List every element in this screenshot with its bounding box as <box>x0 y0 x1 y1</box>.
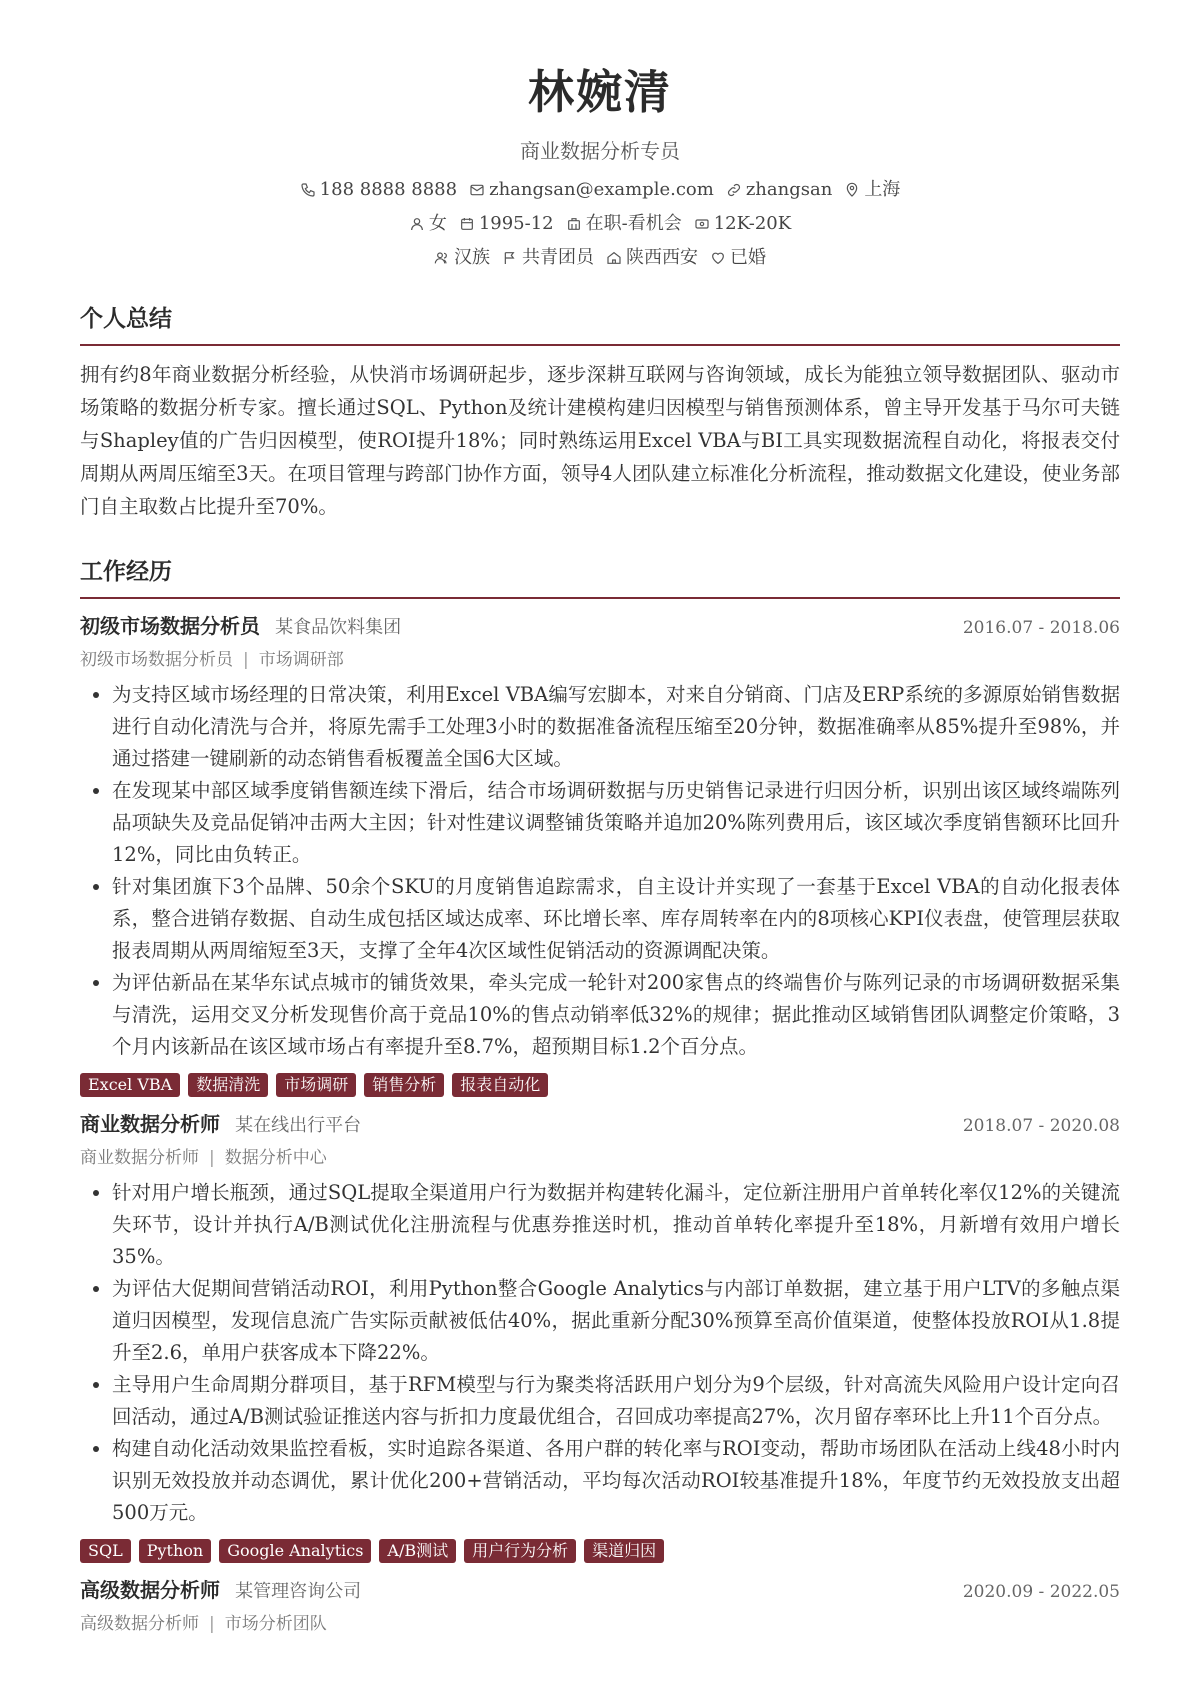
resume-content <box>0 304 1200 1639</box>
handle-info[interactable] <box>726 178 832 202</box>
skill-tag: 数据清洗 <box>188 1073 268 1097</box>
skill-tags <box>80 1073 1120 1097</box>
wallet-icon <box>694 216 710 232</box>
experience-heading: 工作经历 <box>80 557 1120 599</box>
job-bullet: • 主导用户生命周期分群项目，基于RFM模型与行为聚类将活跃用户划分为9个层级，针对高流失风险用户设计定向召回活动，通过A/B测试验证推送内容与折扣力度最优组合，召回成功率提高27%，次月留存率环比上升11个百分点。 <box>112 1369 1120 1433</box>
job-bullet: • 构建自动化活动效果监控看板，实时追踪各渠道、各用户群的转化率与ROI变动，帮助市场团队在活动上线48小时内识别无效投放并动态调优，累计优化200+营销活动，平均每次活动ROI较基准提升18%，年度节约无效投放支出超500万元。 <box>112 1433 1120 1529</box>
marital-info <box>710 246 766 270</box>
user-icon <box>409 216 425 232</box>
job-dept: 市场调研部 <box>258 650 344 670</box>
marital-text: 已婚 <box>730 247 766 268</box>
job-company: 某管理咨询公司 <box>235 1581 362 1602</box>
mail-icon <box>469 182 485 198</box>
job-sub-separator: | <box>243 650 249 670</box>
heart-icon <box>710 250 726 266</box>
job-company: 某在线出行平台 <box>235 1115 362 1136</box>
experience-section <box>80 557 1120 1639</box>
status-info <box>566 212 682 236</box>
job-bullet: • 为评估新品在某华东试点城市的铺货效果，牵头完成一轮针对200家售点的终端售价与陈列记录的市场调研数据采集与清洗，运用交叉分析发现售价高于竞品10%的售点动销率低32%的规律；据此推动区域销售团队调整定价策略，3个月内该新品在该区域市场占有率提升至8.7%，超预期目标1.2个百分点。 <box>112 967 1120 1063</box>
job-entry <box>80 1109 1120 1563</box>
flag-icon <box>502 250 518 266</box>
skill-tag: SQL <box>80 1539 131 1563</box>
summary-text: 拥有约8年商业数据分析经验，从快消市场调研起步，逐步深耕互联网与咨询领域，成长为能独立领导数据团队、驱动市场策略的数据分析专家。擅长通过SQL、Python及统计建模构建归因模型与销售预测体系，曾主导开发基于马尔可夫链与Shapley值的广告归因模型，使ROI提升18%；同时熟练运用Excel VBA与BI工具实现数据流程自动化，将报表交付周期从两周压缩至3天。在项目管理与跨部门协作方面，领导4人团队建立标准化分析流程，推动数据文化建设，使业务部门自主取数占比提升至70%。 <box>80 363 1120 518</box>
job-header <box>80 1109 1120 1141</box>
skill-tag: 市场调研 <box>276 1073 356 1097</box>
city-info <box>844 178 900 202</box>
job-date: 2016.07 - 2018.06 <box>962 618 1120 638</box>
job-sub-separator: | <box>209 1614 215 1634</box>
skill-tag: Excel VBA <box>80 1073 180 1097</box>
job-title-group <box>80 1109 361 1141</box>
city-text: 上海 <box>864 179 901 200</box>
job-dept: 市场分析团队 <box>224 1614 327 1634</box>
birth-info <box>459 212 554 236</box>
link-icon <box>726 182 742 198</box>
job-bullet: • 为评估大促期间营销活动ROI，利用Python整合Google Analytics与内部订单数据，建立基于用户LTV的多触点渠道归因模型，发现信息流广告实际贡献被低估40%，据此重新分配30%预算至高价值渠道，使整体投放ROI从1.8提升至2.6，单用户获客成本下降22%。 <box>112 1273 1120 1369</box>
people-icon <box>434 250 450 266</box>
calendar-icon <box>459 216 475 232</box>
skill-tag: A/B测试 <box>379 1539 456 1563</box>
job-role: 商业数据分析师 <box>80 1148 199 1168</box>
job-bullet: • 针对用户增长瓶颈，通过SQL提取全渠道用户行为数据并构建转化漏斗，定位新注册用户首单转化率仅12%的关键流失环节，设计并执行A/B测试优化注册流程与优惠券推送时机，推动首单转化率提升至18%，月新增有效用户增长35%。 <box>112 1177 1120 1273</box>
job-role: 初级市场数据分析员 <box>80 650 233 670</box>
handle-text: zhangsan <box>745 179 833 200</box>
contact-row <box>0 178 1200 202</box>
gender-text: 女 <box>428 213 447 234</box>
personal-row <box>0 246 1200 270</box>
candidate-name: 林婉清 <box>528 65 672 119</box>
job-bullet: • 针对集团旗下3个品牌、50余个SKU的月度销售追踪需求，自主设计并实现了一套基于Excel VBA的自动化报表体系，整合进销存数据、自动生成包括区域达成率、环比增长率、库存周转率在内的8项核心KPI仪表盘，使管理层获取报表周期从两周缩短至3天，支撑了全年4次区域性促销活动的资源调配决策。 <box>112 871 1120 967</box>
job-header <box>80 611 1120 643</box>
job-title: 高级数据分析师 <box>80 1578 220 1602</box>
job-subtitle <box>80 1609 1120 1639</box>
job-bullets <box>80 679 1120 1063</box>
job-title-group <box>80 611 401 643</box>
job-header <box>80 1575 1120 1607</box>
skill-tag: Python <box>139 1539 211 1563</box>
job-date: 2020.09 - 2022.05 <box>962 1582 1120 1602</box>
job-company: 某食品饮料集团 <box>275 617 402 638</box>
hometown-text: 陕西西安 <box>626 247 698 268</box>
summary-heading: 个人总结 <box>80 304 1120 346</box>
phone-text: 188 8888 8888 <box>319 179 458 200</box>
phone-icon <box>300 182 316 198</box>
job-title-group <box>80 1575 361 1607</box>
job-target: 商业数据分析专员 <box>520 139 680 163</box>
skill-tags <box>80 1539 1120 1563</box>
profile-row <box>0 212 1200 236</box>
job-title: 商业数据分析师 <box>80 1112 220 1136</box>
job-sub-separator: | <box>209 1148 215 1168</box>
phone-info[interactable] <box>300 178 457 202</box>
gender-info <box>409 212 447 236</box>
home-icon <box>606 250 622 266</box>
political-text: 共青团员 <box>522 247 594 268</box>
job-role: 高级数据分析师 <box>80 1614 199 1634</box>
skill-tag: 销售分析 <box>364 1073 444 1097</box>
job-subtitle <box>80 645 1120 675</box>
skill-tag: Google Analytics <box>219 1539 371 1563</box>
hometown-info <box>606 246 698 270</box>
job-subtitle <box>80 1143 1120 1173</box>
job-title: 初级市场数据分析员 <box>80 614 260 638</box>
location-icon <box>844 182 860 198</box>
email-info[interactable] <box>469 178 714 202</box>
summary-section <box>80 304 1120 523</box>
birth-text: 1995-12 <box>478 213 554 234</box>
ethnicity-text: 汉族 <box>454 247 490 268</box>
job-bullet: • 在发现某中部区域季度销售额连续下滑后，结合市场调研数据与历史销售记录进行归因分析，识别出该区域终端陈列品项缺失及竞品促销冲击两大主因；针对性建议调整铺货策略并追加20%陈列费用后，该区域次季度销售额环比回升12%，同比由负转正。 <box>112 775 1120 871</box>
job-entry <box>80 1575 1120 1639</box>
resume-header <box>0 0 1200 270</box>
briefcase-icon <box>566 216 582 232</box>
job-bullets <box>80 1177 1120 1529</box>
skill-tag: 用户行为分析 <box>464 1539 576 1563</box>
job-entry <box>80 611 1120 1097</box>
salary-info <box>694 212 791 236</box>
political-info <box>502 246 594 270</box>
ethnicity-info <box>434 246 490 270</box>
skill-tag: 报表自动化 <box>452 1073 548 1097</box>
job-bullet: • 为支持区域市场经理的日常决策，利用Excel VBA编写宏脚本，对来自分销商、门店及ERP系统的多源原始销售数据进行自动化清洗与合并，将原先需手工处理3小时的数据准备流程压缩至20分钟，数据准确率从85%提升至98%，并通过搭建一键刷新的动态销售看板覆盖全国6大区域。 <box>112 679 1120 775</box>
job-date: 2018.07 - 2020.08 <box>962 1116 1120 1136</box>
job-dept: 数据分析中心 <box>224 1148 327 1168</box>
email-text: zhangsan@example.com <box>489 179 714 200</box>
status-text: 在职-看机会 <box>585 213 682 234</box>
skill-tag: 渠道归因 <box>584 1539 664 1563</box>
salary-text: 12K-20K <box>713 213 792 234</box>
